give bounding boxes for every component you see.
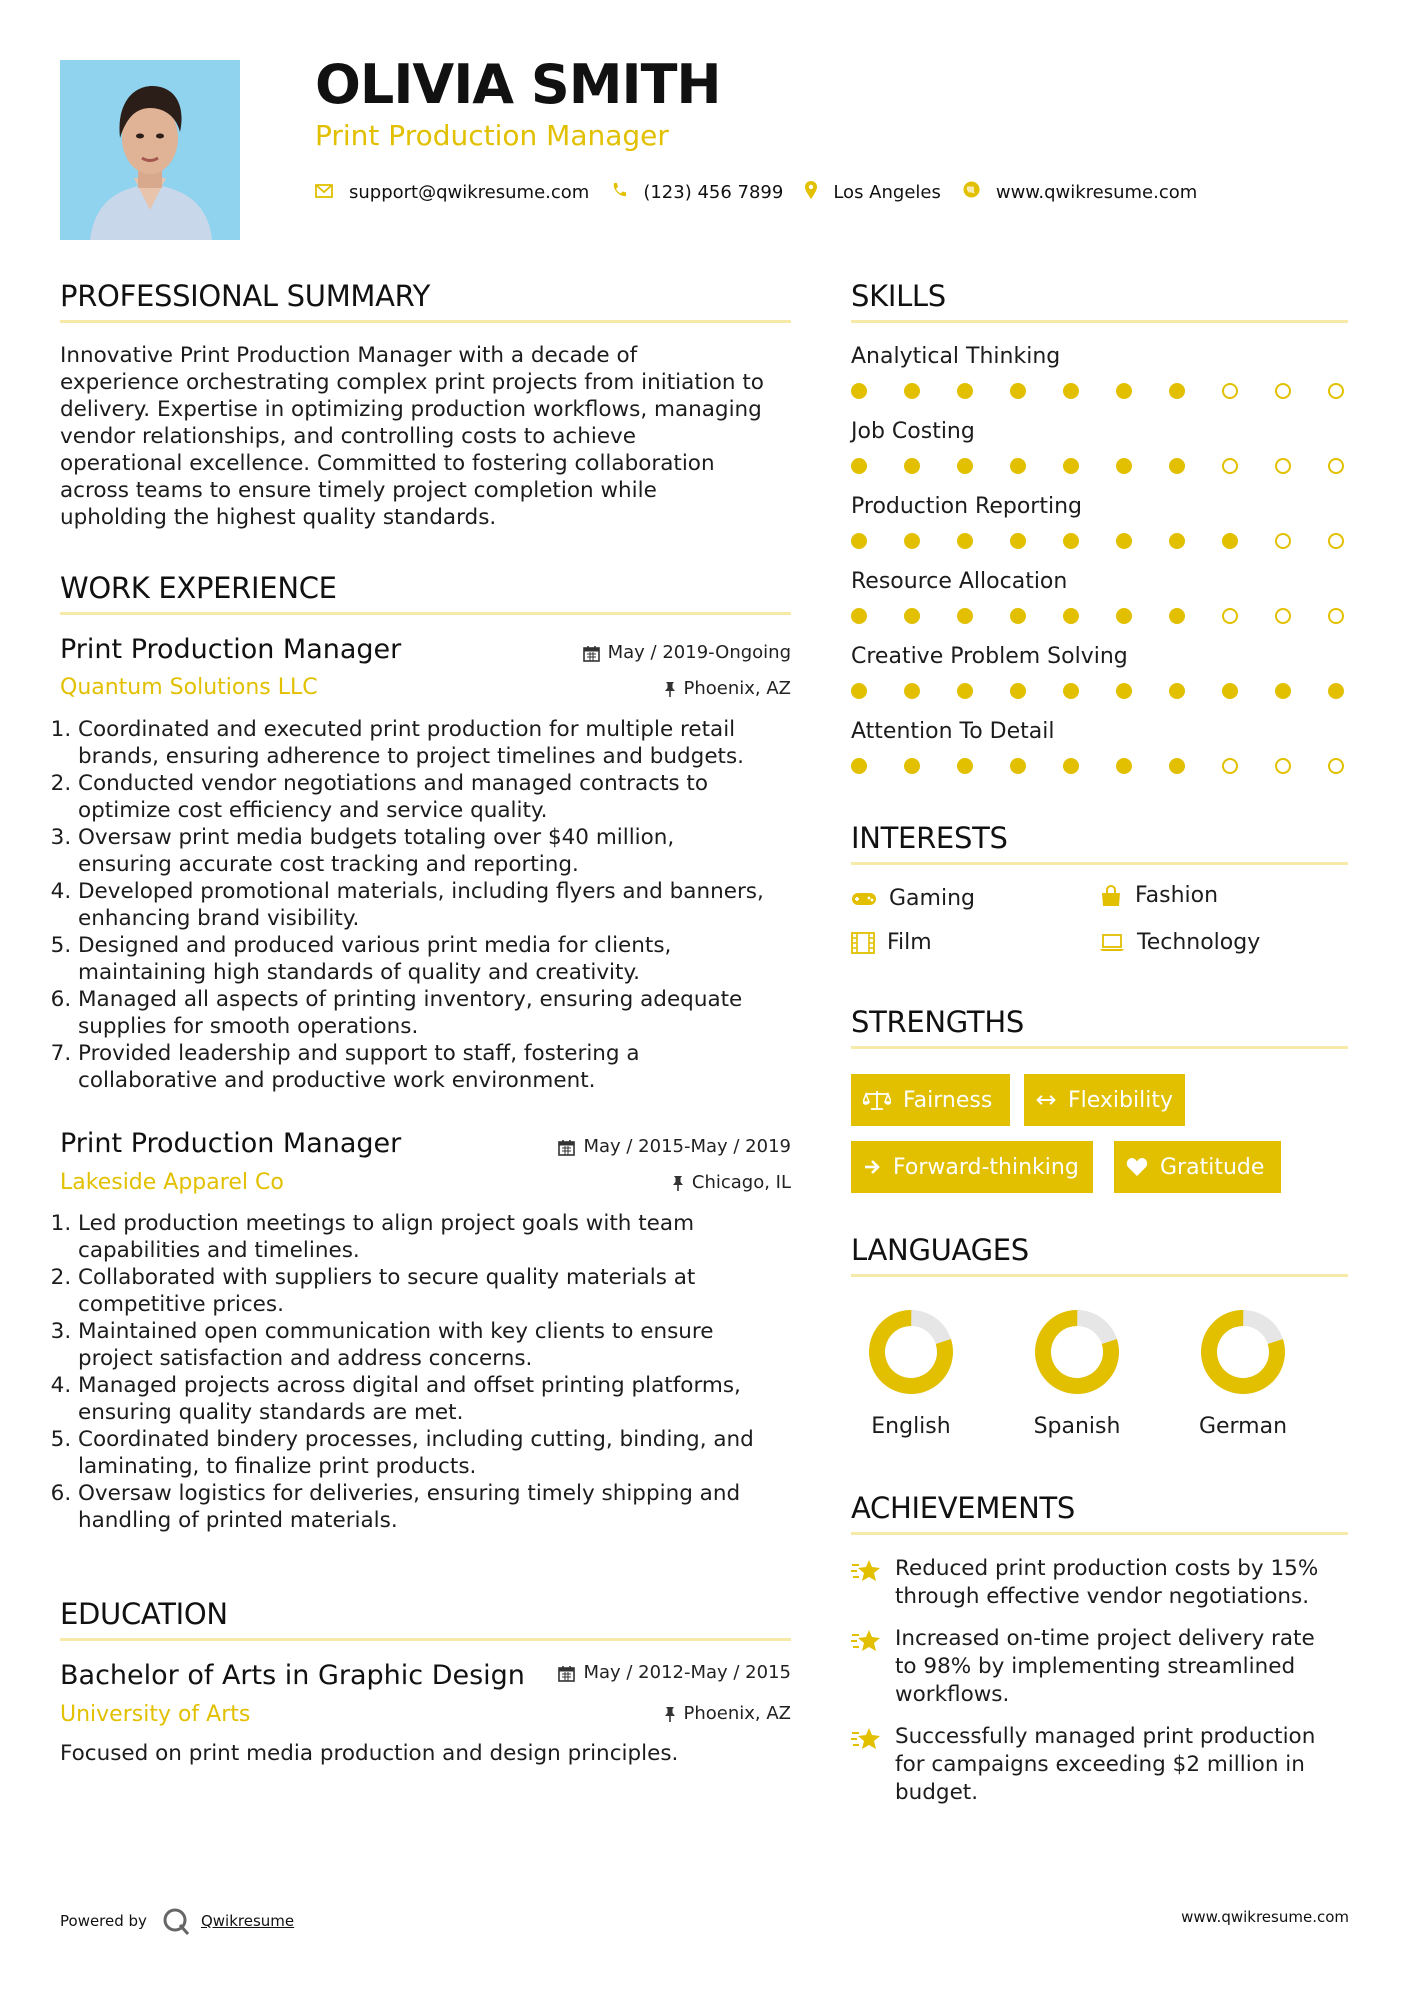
rating-dot-filled bbox=[1116, 608, 1132, 624]
rating-dot-empty bbox=[1275, 383, 1291, 399]
list-item: 1. Led production meetings to align project goals with team capabilities and timelines. bbox=[78, 1210, 838, 1264]
summary-divider bbox=[60, 320, 791, 323]
strength-label: Gratitude bbox=[1160, 1154, 1265, 1180]
job-title: Print Production Manager bbox=[60, 1128, 402, 1159]
rating-dot-filled bbox=[1010, 458, 1026, 474]
language-level-arc bbox=[868, 1309, 954, 1395]
list-item: 6. Managed all aspects of printing inventory, ensuring adequate supplies for smooth operations. bbox=[78, 986, 838, 1040]
heart-icon bbox=[1126, 1157, 1148, 1177]
star-badge-icon bbox=[851, 1725, 883, 1753]
job-location-text: Phoenix, AZ bbox=[683, 678, 791, 699]
interest-label: Fashion bbox=[1135, 883, 1219, 908]
website-text: www.qwikresume.com bbox=[995, 181, 1198, 203]
rating-dot-empty bbox=[1275, 533, 1291, 549]
rating-dot-filled bbox=[1116, 758, 1132, 774]
language-label: English bbox=[871, 1414, 951, 1439]
strength-fairness bbox=[851, 1074, 1010, 1126]
rating-dot-filled bbox=[1169, 683, 1185, 699]
pushpin-icon bbox=[664, 681, 676, 698]
rating-dot-empty bbox=[1328, 383, 1344, 399]
footer-website[interactable]: www.qwikresume.com bbox=[1181, 1908, 1349, 1926]
rating-dot-filled bbox=[1063, 683, 1079, 699]
summary-text bbox=[60, 342, 800, 531]
language-donut bbox=[1017, 1308, 1137, 1396]
education-divider bbox=[60, 1638, 791, 1641]
summary-line: across teams to ensure timely project completion while bbox=[60, 478, 657, 503]
skills-heading: SKILLS bbox=[851, 279, 946, 313]
arrow-right-icon bbox=[863, 1158, 881, 1176]
rating-dot-filled bbox=[1222, 683, 1238, 699]
job-dates-text: May / 2015-May / 2019 bbox=[583, 1136, 791, 1157]
laptop-icon bbox=[1099, 934, 1125, 952]
list-item: 3. Maintained open communication with key clients to ensure project satisfaction and address concerns. bbox=[78, 1318, 838, 1372]
achievement-item: Reduced print production costs by 15% through effective vendor negotiations. bbox=[851, 1555, 1351, 1611]
job-title: Print Production Manager bbox=[60, 634, 402, 665]
rating-dot-filled bbox=[1010, 758, 1026, 774]
skill-rating bbox=[851, 383, 1344, 399]
strength-label: Flexibility bbox=[1068, 1087, 1173, 1113]
rating-dot-filled bbox=[1328, 683, 1344, 699]
experience-divider bbox=[60, 612, 791, 615]
contact-phone[interactable] bbox=[611, 182, 783, 203]
rating-dot-filled bbox=[1169, 533, 1185, 549]
film-icon bbox=[851, 932, 875, 954]
calendar-icon bbox=[583, 645, 600, 662]
job-dates bbox=[558, 1138, 791, 1156]
star-badge-icon bbox=[851, 1557, 883, 1585]
strengths-heading: STRENGTHS bbox=[851, 1005, 1024, 1039]
language-label: German bbox=[1198, 1414, 1288, 1439]
summary-line: operational excellence. Committed to fostering collaboration bbox=[60, 451, 715, 476]
rating-dot-filled bbox=[851, 533, 867, 549]
list-item: 3. Oversaw print media budgets totaling over $40 million, ensuring accurate cost tracking and reporting. bbox=[78, 824, 838, 878]
rating-dot-filled bbox=[957, 533, 973, 549]
skill-rating bbox=[851, 683, 1344, 699]
profile-photo bbox=[60, 60, 240, 240]
contact-bar bbox=[315, 180, 1219, 204]
job-dates bbox=[583, 644, 791, 662]
education-location bbox=[664, 1705, 792, 1723]
rating-dot-empty bbox=[1328, 458, 1344, 474]
candidate-name: OLIVIA SMITH bbox=[315, 53, 721, 116]
pushpin-icon bbox=[672, 1175, 684, 1192]
strength-forward-thinking bbox=[851, 1141, 1093, 1193]
list-item: 5. Designed and produced various print media for clients, maintaining high standards of quality and creativity. bbox=[78, 932, 838, 986]
interest-label: Technology bbox=[1137, 930, 1261, 955]
job-location bbox=[664, 680, 792, 698]
list-item: 5. Coordinated bindery processes, including cutting, binding, and laminating, to finalize print products. bbox=[78, 1426, 838, 1480]
footer-powered-by bbox=[60, 1906, 294, 1936]
rating-dot-filled bbox=[1116, 533, 1132, 549]
interest-fashion bbox=[1099, 884, 1218, 908]
rating-dot-empty bbox=[1275, 608, 1291, 624]
rating-dot-filled bbox=[1063, 758, 1079, 774]
contact-website[interactable] bbox=[963, 181, 1197, 203]
rating-dot-filled bbox=[1063, 608, 1079, 624]
interest-technology bbox=[1099, 932, 1260, 954]
achievement-item: Successfully managed print production for campaigns exceeding $2 million in budget. bbox=[851, 1723, 1351, 1807]
rating-dot-filled bbox=[1116, 458, 1132, 474]
rating-dot-empty bbox=[1222, 608, 1238, 624]
rating-dot-filled bbox=[904, 383, 920, 399]
skill-label: Analytical Thinking bbox=[851, 344, 1061, 369]
rating-dot-filled bbox=[904, 458, 920, 474]
footer-brand-link[interactable]: Qwikresume bbox=[200, 1912, 295, 1930]
map-pin-icon bbox=[805, 181, 817, 204]
arrows-horizontal-icon bbox=[1036, 1093, 1056, 1107]
education-description: Focused on print media production and design principles. bbox=[60, 1741, 679, 1766]
list-item: 4. Developed promotional materials, including flyers and banners, enhancing brand visibility. bbox=[78, 878, 838, 932]
rating-dot-filled bbox=[1222, 533, 1238, 549]
strength-label: Fairness bbox=[903, 1087, 993, 1113]
rating-dot-filled bbox=[957, 458, 973, 474]
languages-heading: LANGUAGES bbox=[851, 1233, 1029, 1267]
contact-email[interactable] bbox=[315, 182, 589, 203]
rating-dot-filled bbox=[1169, 608, 1185, 624]
rating-dot-filled bbox=[904, 758, 920, 774]
envelope-icon bbox=[315, 182, 333, 203]
achievements-heading: ACHIEVEMENTS bbox=[851, 1491, 1075, 1525]
skill-label: Job Costing bbox=[851, 419, 975, 444]
interest-film bbox=[851, 932, 932, 954]
education-heading: EDUCATION bbox=[60, 1597, 228, 1631]
rating-dot-filled bbox=[1063, 383, 1079, 399]
job-bullets bbox=[60, 716, 838, 1094]
job-location-text: Chicago, IL bbox=[691, 1172, 791, 1193]
rating-dot-filled bbox=[851, 683, 867, 699]
rating-dot-filled bbox=[904, 683, 920, 699]
summary-line: vendor relationships, and controlling costs to achieve bbox=[60, 424, 636, 449]
skill-rating bbox=[851, 608, 1344, 624]
job-dates-text: May / 2019-Ongoing bbox=[607, 642, 791, 663]
rating-dot-empty bbox=[1328, 758, 1344, 774]
language-level-arc bbox=[1200, 1309, 1286, 1395]
interests-divider bbox=[851, 862, 1348, 865]
language-donut bbox=[1183, 1308, 1303, 1396]
strength-label: Forward-thinking bbox=[893, 1154, 1079, 1180]
balance-scale-icon bbox=[863, 1089, 891, 1111]
education-dates-text: May / 2012-May / 2015 bbox=[583, 1662, 791, 1683]
rating-dot-filled bbox=[1063, 533, 1079, 549]
strengths-divider bbox=[851, 1046, 1348, 1049]
interest-label: Gaming bbox=[889, 886, 975, 911]
rating-dot-empty bbox=[1275, 758, 1291, 774]
language-level-arc bbox=[1034, 1309, 1120, 1395]
list-item: 1. Coordinated and executed print production for multiple retail brands, ensuring adherence to project timelines and budgets. bbox=[78, 716, 838, 770]
globe-icon bbox=[963, 181, 980, 203]
rating-dot-empty bbox=[1222, 758, 1238, 774]
list-item: 2. Conducted vendor negotiations and managed contracts to optimize cost efficiency and service quality. bbox=[78, 770, 838, 824]
rating-dot-filled bbox=[904, 608, 920, 624]
summary-line: upholding the highest quality standards. bbox=[60, 505, 497, 530]
education-dates bbox=[558, 1664, 791, 1682]
summary-line: delivery. Expertise in optimizing production workflows, managing bbox=[60, 397, 762, 422]
rating-dot-empty bbox=[1222, 383, 1238, 399]
degree-title: Bachelor of Arts in Graphic Design bbox=[60, 1660, 525, 1691]
rating-dot-filled bbox=[957, 383, 973, 399]
skill-rating bbox=[851, 533, 1344, 549]
rating-dot-filled bbox=[957, 608, 973, 624]
company-name: Quantum Solutions LLC bbox=[60, 675, 318, 700]
rating-dot-filled bbox=[1063, 458, 1079, 474]
summary-heading: PROFESSIONAL SUMMARY bbox=[60, 279, 431, 313]
rating-dot-filled bbox=[1169, 758, 1185, 774]
rating-dot-filled bbox=[1169, 458, 1185, 474]
experience-heading: WORK EXPERIENCE bbox=[60, 571, 337, 605]
rating-dot-filled bbox=[904, 533, 920, 549]
job-bullets bbox=[60, 1210, 838, 1534]
interests-heading: INTERESTS bbox=[851, 821, 1008, 855]
list-item: 7. Provided leadership and support to staff, fostering a collaborative and productive work environment. bbox=[78, 1040, 838, 1094]
language-item bbox=[1183, 1308, 1303, 1439]
education-location-text: Phoenix, AZ bbox=[683, 1703, 791, 1724]
phone-text: (123) 456 7899 bbox=[643, 181, 784, 203]
contact-location bbox=[805, 181, 941, 204]
school-name: University of Arts bbox=[60, 1702, 251, 1727]
rating-dot-filled bbox=[1010, 683, 1026, 699]
calendar-icon bbox=[558, 1139, 575, 1156]
rating-dot-filled bbox=[1010, 608, 1026, 624]
rating-dot-filled bbox=[851, 608, 867, 624]
achievements-divider bbox=[851, 1532, 1348, 1535]
rating-dot-empty bbox=[1328, 533, 1344, 549]
company-name: Lakeside Apparel Co bbox=[60, 1170, 284, 1195]
calendar-icon bbox=[558, 1665, 575, 1682]
rating-dot-empty bbox=[1275, 458, 1291, 474]
job-location bbox=[672, 1174, 791, 1192]
skill-rating bbox=[851, 758, 1344, 774]
summary-line: experience orchestrating complex print projects from initiation to bbox=[60, 370, 764, 395]
skill-label: Production Reporting bbox=[851, 494, 1082, 519]
powered-by-text: Powered by bbox=[60, 1912, 147, 1930]
list-item: 4. Managed projects across digital and offset printing platforms, ensuring quality standards are met. bbox=[78, 1372, 838, 1426]
location-text: Los Angeles bbox=[833, 181, 941, 203]
interest-label: Film bbox=[887, 930, 932, 955]
list-item: 2. Collaborated with suppliers to secure quality materials at competitive prices. bbox=[78, 1264, 838, 1318]
language-item bbox=[851, 1308, 971, 1439]
gamepad-icon bbox=[851, 891, 877, 907]
rating-dot-filled bbox=[1116, 683, 1132, 699]
email-text: support@qwikresume.com bbox=[349, 181, 590, 203]
skill-label: Resource Allocation bbox=[851, 569, 1068, 594]
summary-line: Innovative Print Production Manager with a decade of bbox=[60, 343, 638, 368]
skill-label: Creative Problem Solving bbox=[851, 644, 1128, 669]
strength-gratitude bbox=[1114, 1141, 1281, 1193]
interest-gaming bbox=[851, 888, 975, 910]
skill-rating bbox=[851, 458, 1344, 474]
rating-dot-empty bbox=[1222, 458, 1238, 474]
language-donut bbox=[851, 1308, 971, 1396]
rating-dot-empty bbox=[1328, 608, 1344, 624]
language-label: Spanish bbox=[1033, 1414, 1121, 1439]
languages-divider bbox=[851, 1274, 1348, 1277]
rating-dot-filled bbox=[1010, 383, 1026, 399]
language-item bbox=[1017, 1308, 1137, 1439]
rating-dot-filled bbox=[1169, 383, 1185, 399]
star-badge-icon bbox=[851, 1627, 883, 1655]
rating-dot-filled bbox=[851, 458, 867, 474]
pushpin-icon bbox=[664, 1706, 676, 1723]
achievement-item: Increased on-time project delivery rate to 98% by implementing streamlined workflows. bbox=[851, 1625, 1351, 1709]
candidate-title: Print Production Manager bbox=[315, 119, 669, 152]
rating-dot-filled bbox=[851, 383, 867, 399]
skill-label: Attention To Detail bbox=[851, 719, 1055, 744]
phone-icon bbox=[611, 182, 627, 203]
rating-dot-filled bbox=[1116, 383, 1132, 399]
qwikresume-logo-icon bbox=[161, 1906, 191, 1936]
rating-dot-filled bbox=[957, 758, 973, 774]
shopping-bag-icon bbox=[1099, 884, 1123, 908]
strength-flexibility bbox=[1024, 1074, 1185, 1126]
list-item: 6. Oversaw logistics for deliveries, ensuring timely shipping and handling of printed materials. bbox=[78, 1480, 838, 1534]
rating-dot-filled bbox=[957, 683, 973, 699]
rating-dot-filled bbox=[1010, 533, 1026, 549]
rating-dot-filled bbox=[1275, 683, 1291, 699]
skills-divider bbox=[851, 320, 1348, 323]
rating-dot-filled bbox=[851, 758, 867, 774]
